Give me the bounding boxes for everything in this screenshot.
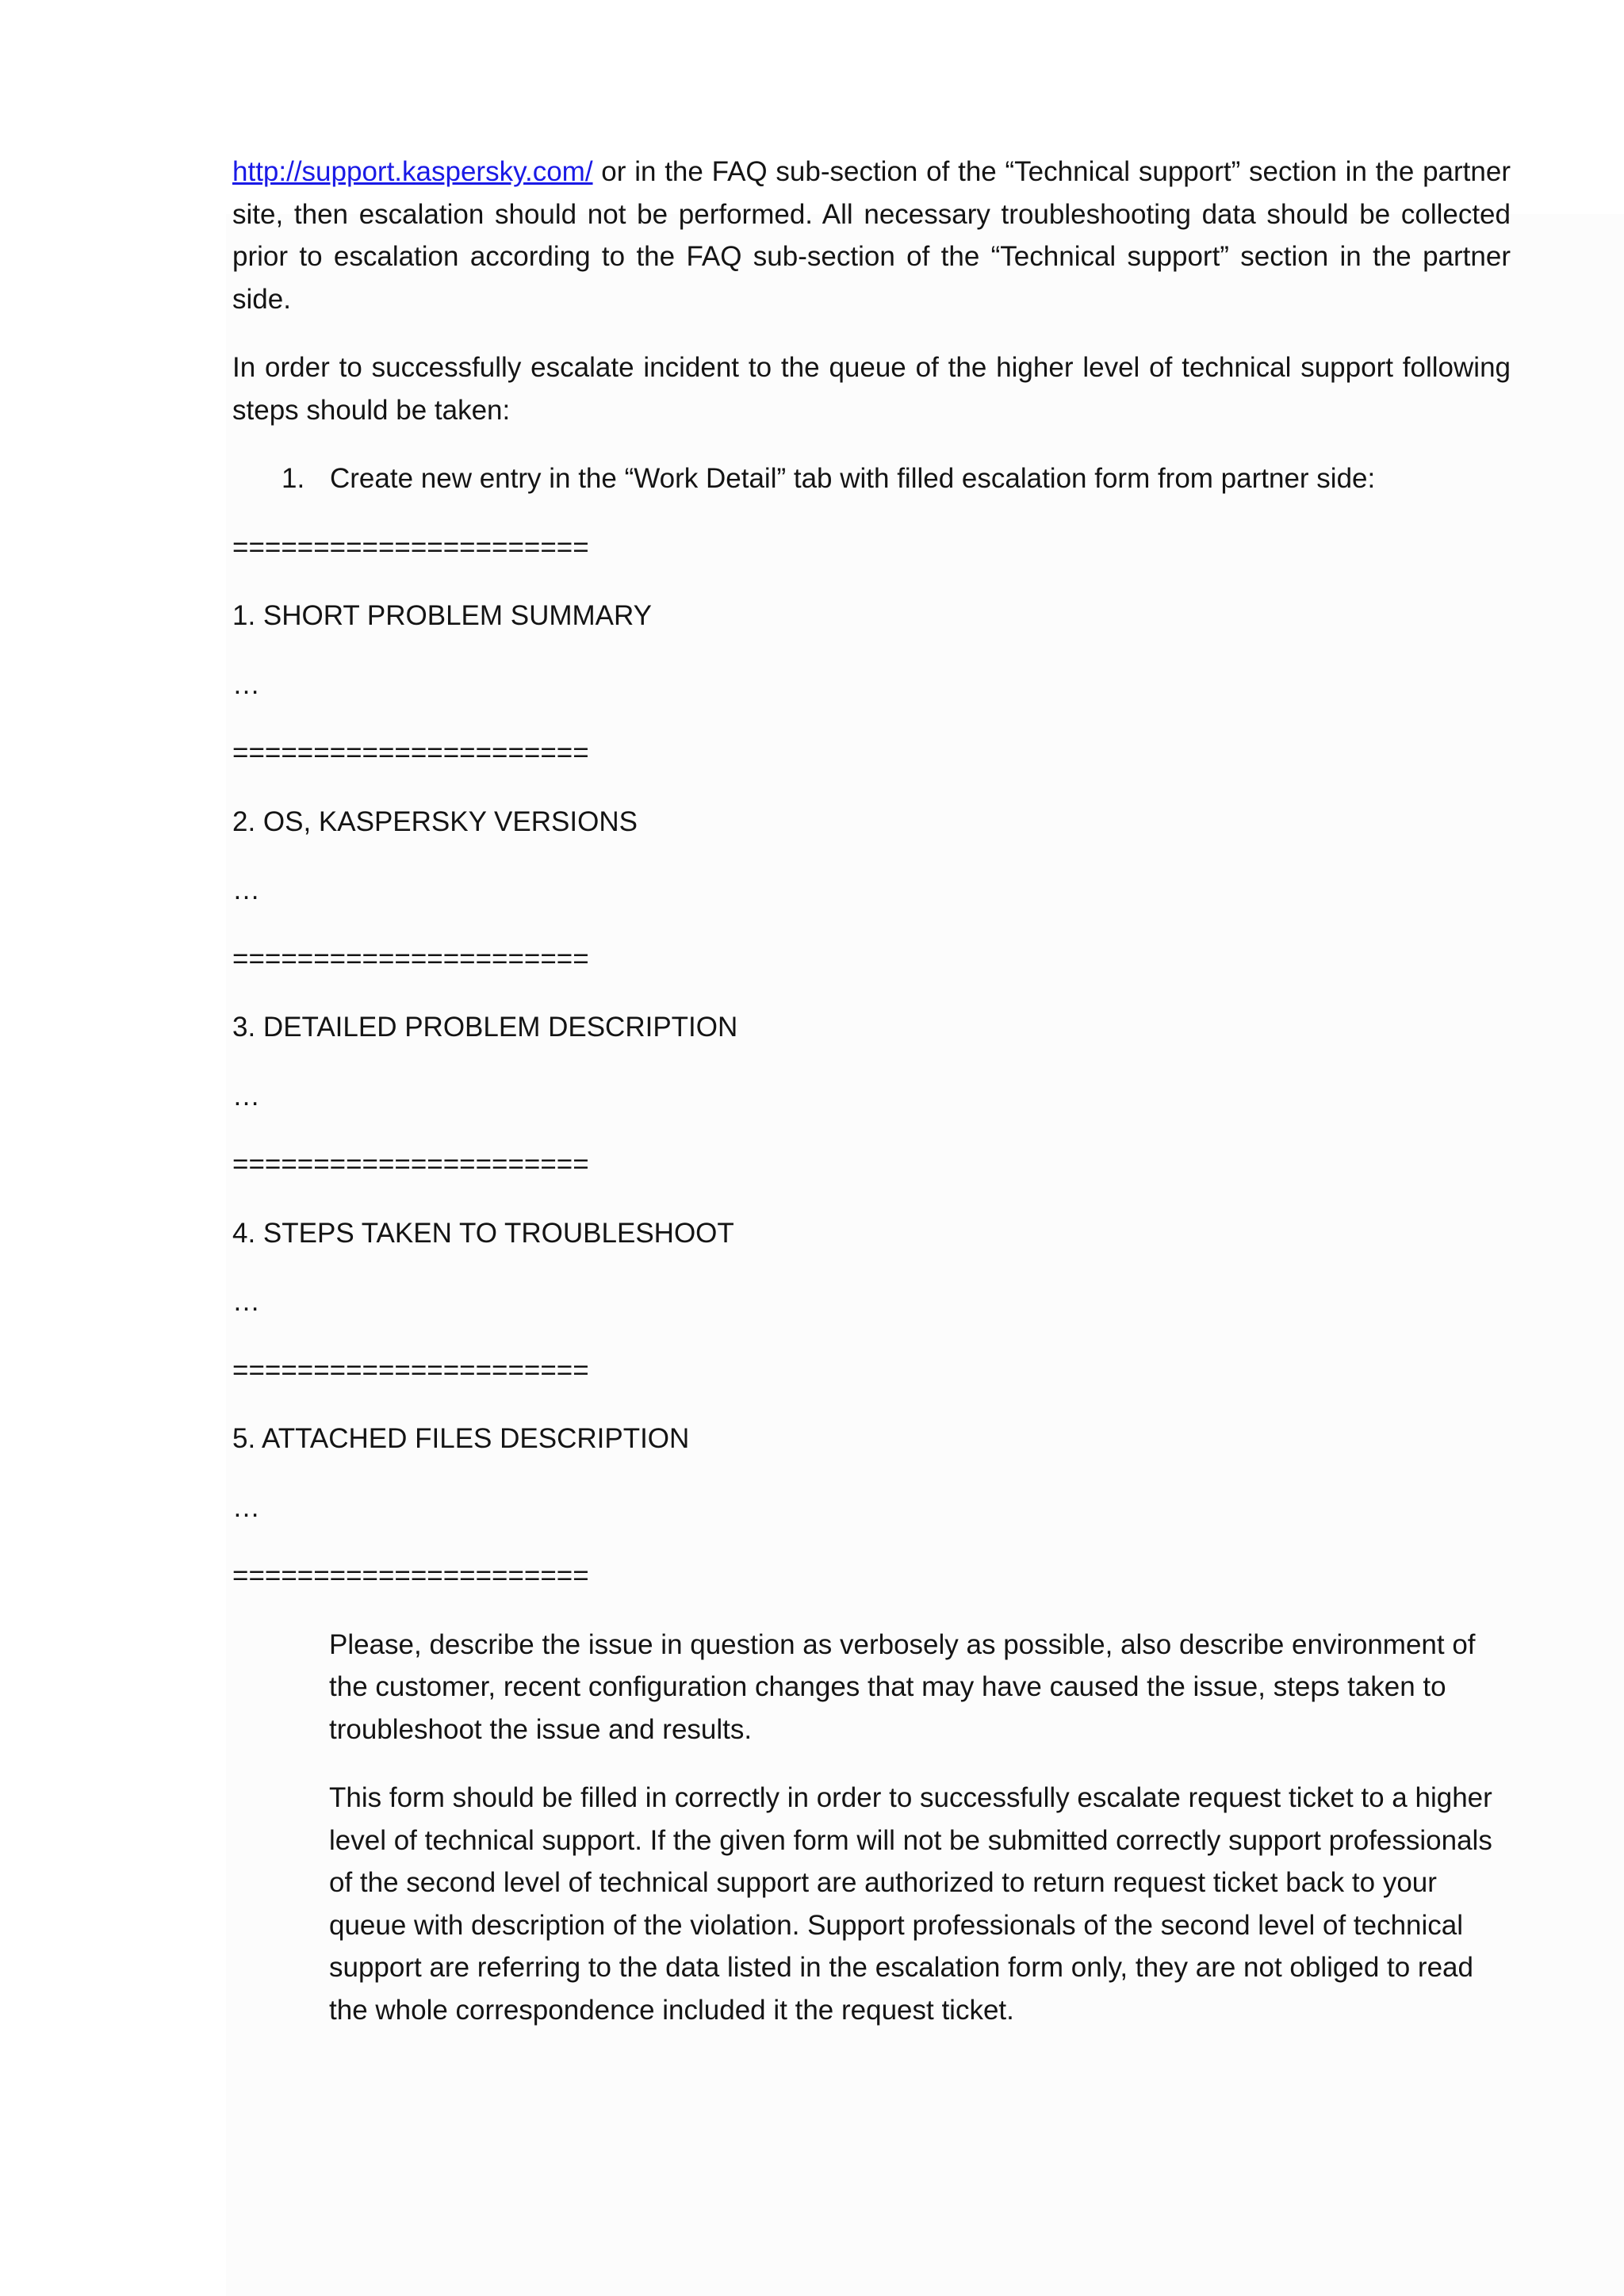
steps-intro-paragraph: In order to successfully escalate incident to the queue of the higher level of technical support following steps should be taken:: [232, 352, 1511, 426]
note-paragraph: Please, describe the issue in question as verbosely as possible, also describe environment of the customer, recent configuration changes that may have caused the issue, steps taken to troubleshoot the issue and results.: [329, 1628, 1476, 1745]
form-section-heading: 5. ATTACHED FILES DESCRIPTION: [232, 1423, 690, 1454]
list-item: [232, 457, 1511, 500]
form-separator: ======================: [232, 1149, 589, 1180]
intro-paragraph: [232, 151, 1511, 320]
form-section-placeholder: …: [232, 1080, 260, 1112]
document-body: [232, 151, 1511, 2057]
form-section-heading: 1. SHORT PROBLEM SUMMARY: [232, 600, 653, 631]
support-link[interactable]: http://support.kaspersky.com/: [232, 156, 593, 187]
intro-text: or in the FAQ sub-section of the “Technical support” section in the partner site, then escalation should not be performed. All necessary troubleshooting data should be collected prior to escalation according to the FAQ sub-section of the “Technical support” section in the partner side.: [232, 156, 1511, 315]
form-separator: ======================: [232, 531, 589, 563]
form-separator: ======================: [232, 1354, 589, 1386]
form-section-placeholder: …: [232, 1286, 260, 1317]
note-paragraph: This form should be filled in correctly in order to successfully escalate request ticket to a higher level of technical support. If the given form will not be submitted correctly support professionals of the second level of technical support are authorized to return request ticket back to your queue with description of the violation. Support professionals of the second level of technical support are referring to the data listed in the escalation form only, they are not obliged to read the whole correspondence included it the request ticket.: [329, 1782, 1492, 2026]
form-separator: ======================: [232, 943, 589, 974]
escalation-form: [232, 526, 1511, 1598]
form-section-heading: 4. STEPS TAKEN TO TROUBLESHOOT: [232, 1217, 734, 1249]
list-item-text: Create new entry in the “Work Detail” tab with filled escalation form from partner side:: [330, 463, 1376, 494]
form-section-placeholder: …: [232, 874, 260, 905]
list-number: 1.: [282, 463, 305, 494]
form-section-placeholder: …: [232, 668, 260, 700]
form-section-heading: 2. OS, KASPERSKY VERSIONS: [232, 806, 638, 837]
form-separator: ======================: [232, 1560, 589, 1591]
form-separator: ======================: [232, 737, 589, 768]
form-section-heading: 3. DETAILED PROBLEM DESCRIPTION: [232, 1012, 738, 1043]
form-section-placeholder: …: [232, 1491, 260, 1523]
